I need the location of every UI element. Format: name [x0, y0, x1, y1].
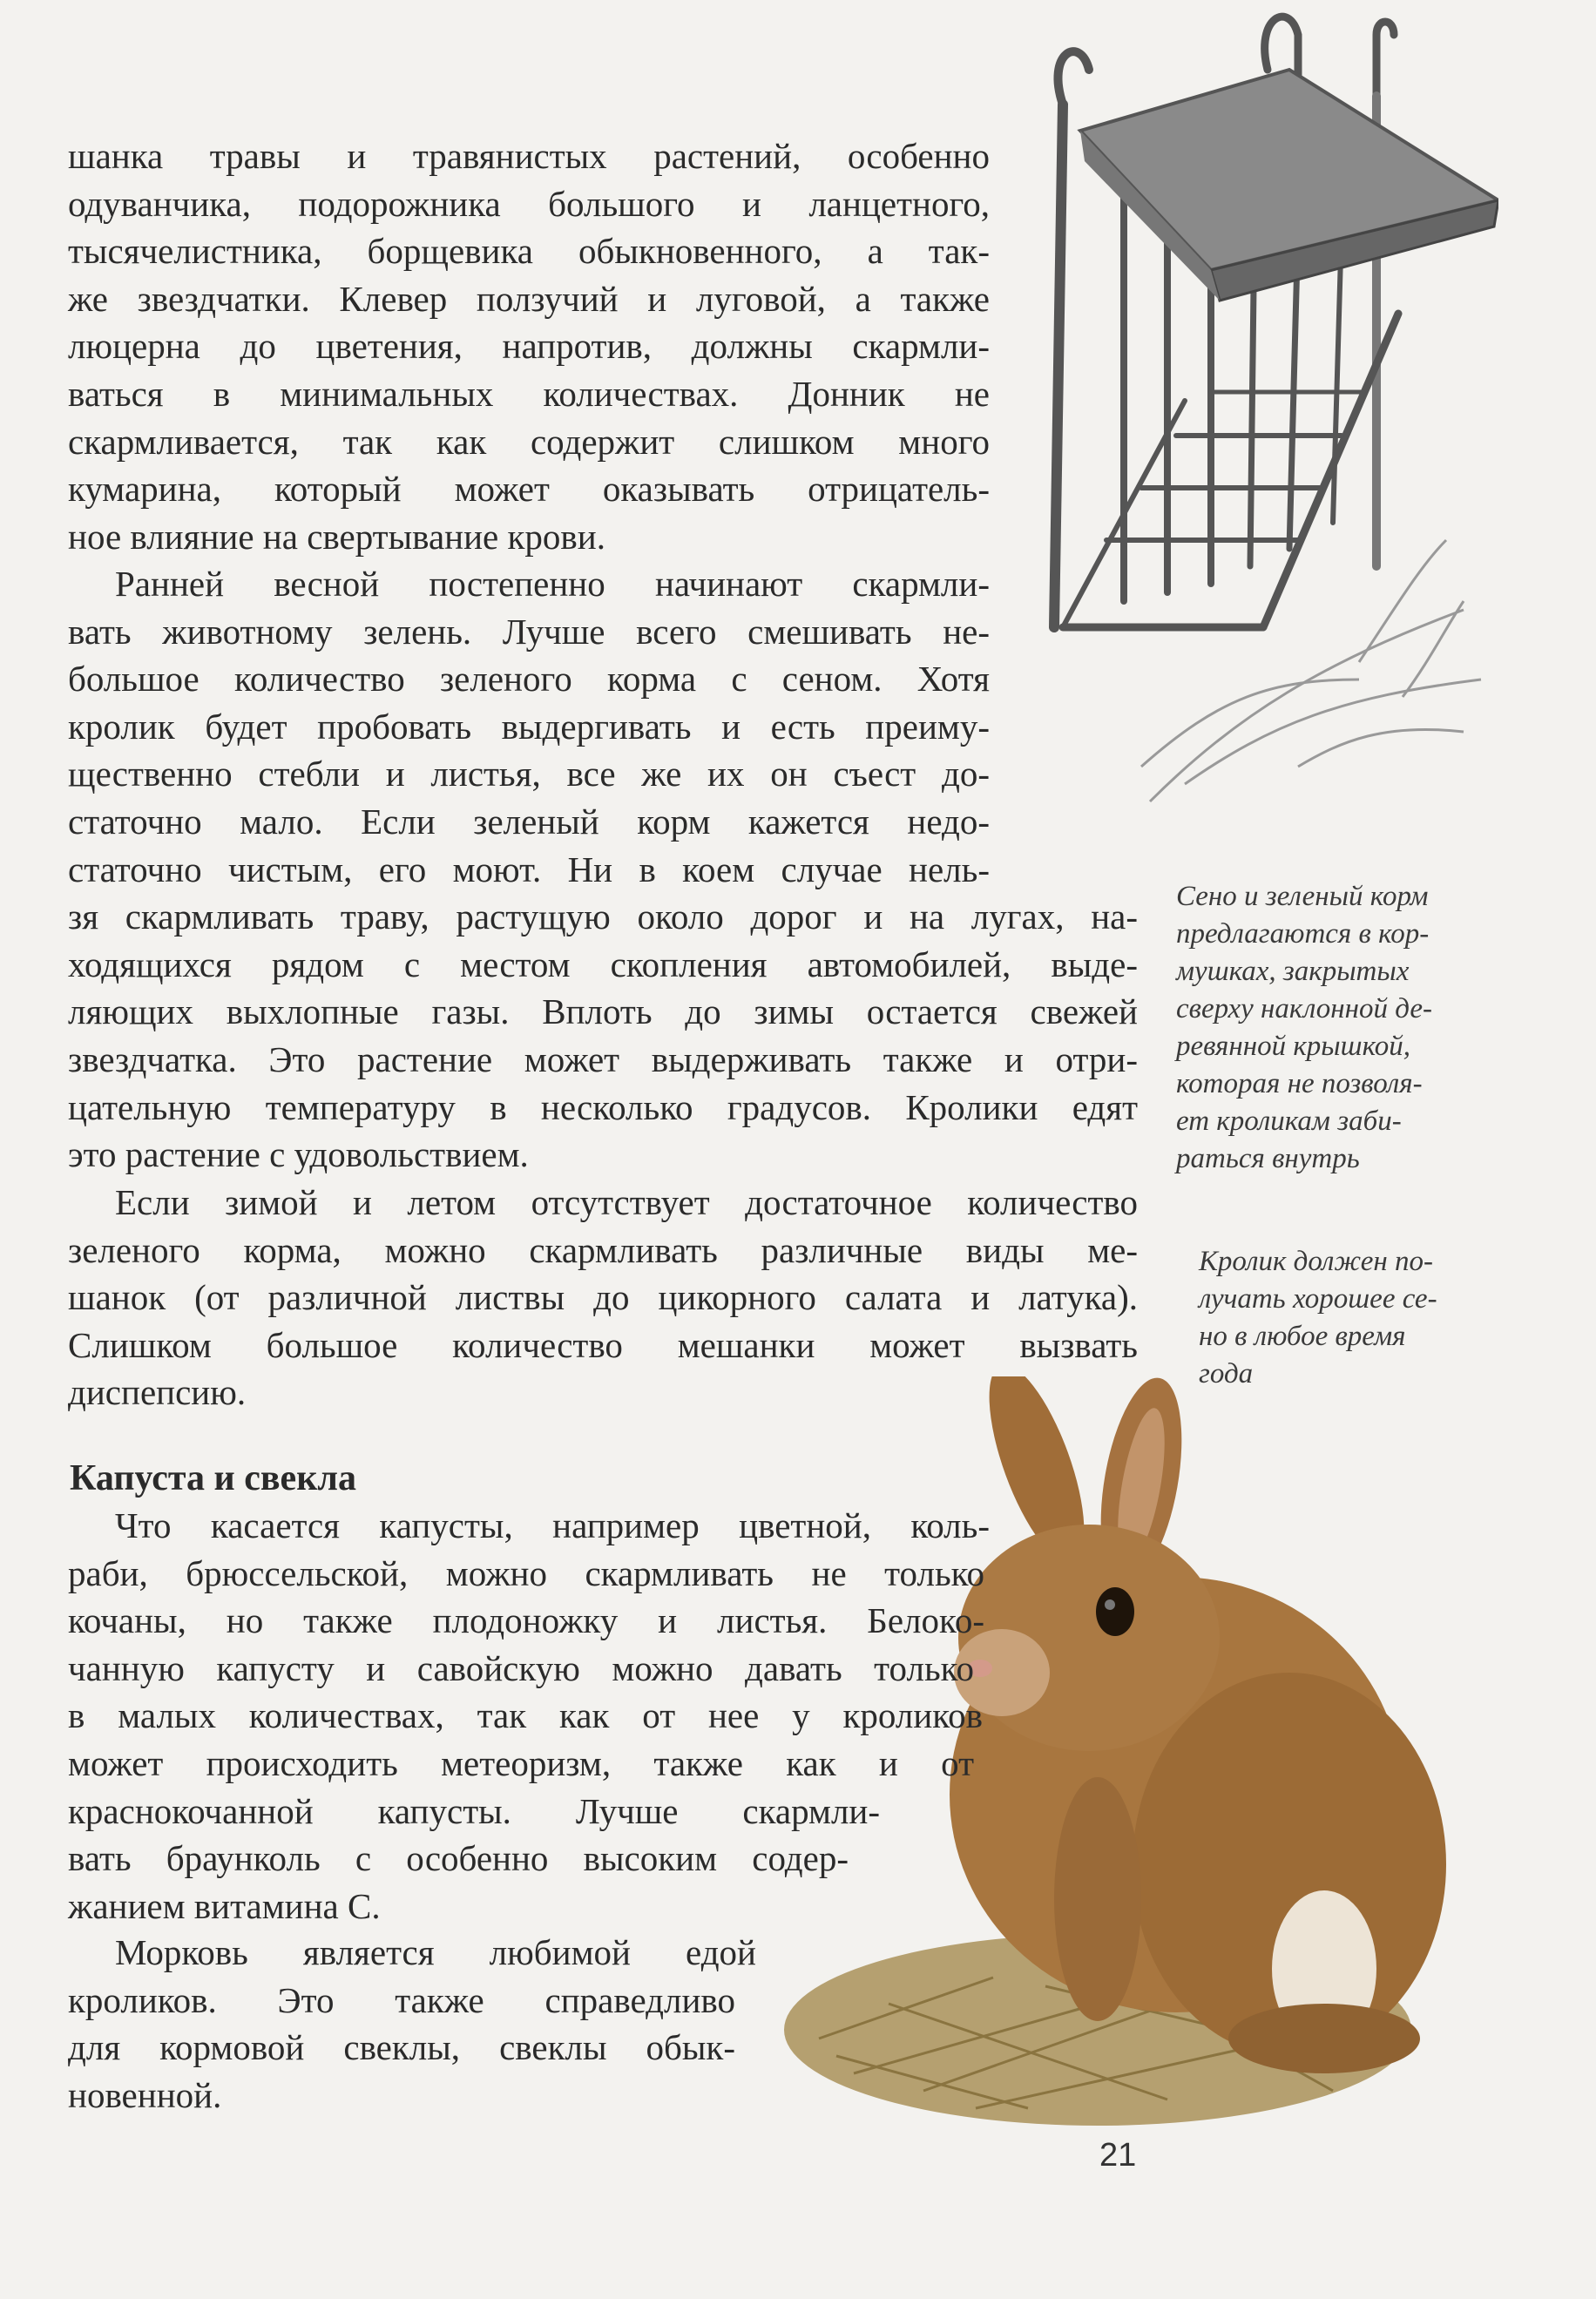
text-line: шанка травы и травянистых растений, особенно — [68, 136, 990, 176]
paragraph-carrot — [68, 1929, 756, 2119]
caption-line: Сено и зеленый корм — [1176, 881, 1429, 912]
section-heading: Капуста и свекла — [70, 1458, 356, 1498]
caption-line: сверху наклонной де- — [1176, 993, 1432, 1024]
text-line: раби, брюссельской, можно скармливать не только — [68, 1552, 984, 1593]
page-number: 21 — [1099, 2137, 1137, 2174]
text-line: цательную температуру в несколько градусов. Кролики едят — [68, 1086, 1138, 1127]
text-line: Морковь является любимой едой — [115, 1932, 756, 1972]
text-line: вать браунколь с особенно высоким содер- — [68, 1838, 849, 1879]
text-line: тысячелистника, борщевика обыкновенного, а так- — [68, 231, 990, 272]
text-line: Ранней весной постепенно начинают скармли- — [115, 564, 990, 604]
caption-hay-rack — [1176, 878, 1432, 1178]
text-line: же звездчатки. Клевер ползучий и луговой, а также — [68, 278, 990, 319]
text-line: в малых количествах, так как от нее у кроликов — [68, 1695, 983, 1736]
text-line: кумарина, который может оказывать отрицатель- — [68, 469, 990, 510]
text-line: жанием витамина С. — [68, 1885, 381, 1926]
paragraph-winter-mix — [68, 1179, 1138, 1417]
text-line: это растение с удовольствием. — [68, 1134, 529, 1175]
caption-line: ревянной крышкой, — [1176, 1031, 1410, 1062]
caption-rabbit-hay — [1199, 1243, 1437, 1393]
text-line: кролик будет пробовать выдергивать и есть преиму- — [68, 706, 990, 747]
text-line: чанную капусту и савойскую можно давать только — [68, 1647, 974, 1688]
caption-line: раться внутрь — [1176, 1143, 1360, 1174]
text-line: новенной. — [68, 2074, 222, 2115]
text-line: кочаны, но также плодоножку и листья. Белоко- — [68, 1600, 984, 1641]
text-line: кроликов. Это также справедливо — [68, 1979, 735, 2020]
text-line: статочно мало. Если зеленый корм кажется недо- — [68, 801, 990, 842]
top-paragraph — [68, 132, 990, 560]
text-line: может происходить метеоризм, также как и от — [68, 1742, 974, 1783]
text-line: для кормовой свеклы, свеклы обык- — [68, 2027, 735, 2068]
text-line: щественно стебли и листья, все же их он съест до- — [68, 754, 990, 795]
text-line: ляющих выхлопные газы. Вплоть до зимы остается свежей — [68, 991, 1138, 1032]
caption-line: предлагаются в кор- — [1176, 918, 1430, 950]
text-line: звездчатка. Это растение может выдерживать также и отри- — [68, 1038, 1138, 1079]
caption-line: Кролик должен по- — [1199, 1246, 1433, 1277]
caption-line: лучать хорошее се- — [1199, 1283, 1437, 1315]
text-line: скармливается, так как содержит слишком много — [68, 421, 990, 462]
text-line: большое количество зеленого корма с сеном. Хотя — [68, 659, 990, 700]
text-line: зя скармливать траву, растущую около дорог и на лугах, на- — [68, 896, 1138, 937]
text-line: краснокочанной капусты. Лучше скармли- — [68, 1790, 880, 1831]
caption-line: которая не позволя- — [1176, 1068, 1423, 1099]
paragraph-spring-greens — [68, 560, 1138, 1179]
text-line: диспепсию. — [68, 1372, 247, 1413]
caption-line: ет кроликам заби- — [1176, 1106, 1402, 1137]
text-line: ваться в минимальных количествах. Донник не — [68, 373, 990, 414]
text-line: шанок (от различной листвы до цикорного салата и латука). — [68, 1277, 1138, 1318]
text-line: Что касается капусты, например цветной, коль- — [115, 1505, 990, 1545]
caption-line: но в любое время — [1199, 1321, 1406, 1352]
paragraph-cabbage — [68, 1502, 990, 1930]
text-line: вать животному зелень. Лучше всего смешивать не- — [68, 611, 990, 652]
text-line: зеленого корма, можно скармливать различные виды ме- — [68, 1229, 1138, 1270]
text-line: люцерна до цветения, напротив, должны скармли- — [68, 326, 990, 367]
text-line: Слишком большое количество мешанки может вызвать — [68, 1324, 1138, 1365]
caption-line: мушках, закрытых — [1176, 956, 1410, 987]
caption-line: года — [1199, 1358, 1254, 1390]
text-line: одуванчика, подорожника большого и ланцетного, — [68, 183, 990, 224]
text-line: ходящихся рядом с местом скопления автомобилей, выде- — [68, 943, 1138, 984]
text-line: Если зимой и летом отсутствует достаточное количество — [115, 1182, 1138, 1222]
text-line: статочно чистым, его моют. Ни в коем случае нель- — [68, 849, 990, 889]
text-line: ное влияние на свертывание крови. — [68, 516, 605, 557]
